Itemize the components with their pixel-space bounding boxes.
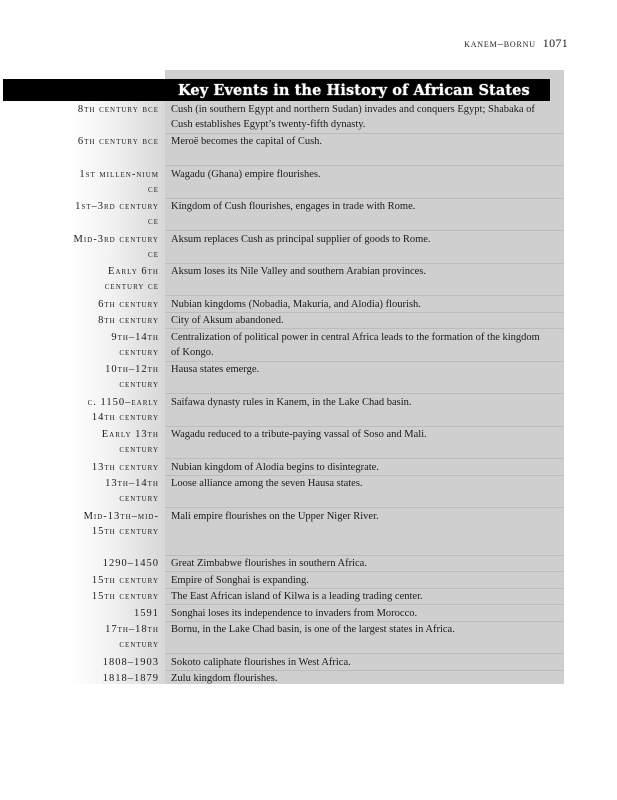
row-date: 1290–1450: [102, 558, 159, 569]
table-row: [70, 572, 564, 589]
row-date: 1818–1879: [102, 673, 159, 684]
table-row: [70, 459, 564, 476]
table-row: [70, 101, 564, 134]
row-event: Meroë becomes the capital of Cush.: [171, 136, 323, 147]
row-event: Great Zimbabwe flourishes in southern Africa.: [171, 558, 367, 569]
row-event: Hausa states emerge.: [171, 364, 260, 375]
row-event: The East African island of Kilwa is a leading trading center.: [171, 591, 423, 602]
row-date: 9th–14th century: [111, 331, 159, 358]
row-event: Kingdom of Cush flourishes, engages in trade with Rome.: [171, 201, 416, 212]
row-date: 13th–14th century: [105, 478, 159, 504]
table-row: [70, 622, 564, 655]
row-event: Empire of Songhai is expanding.: [171, 574, 309, 586]
row-date: 8th century: [98, 315, 159, 326]
row-event: Nubian kingdoms (Nobadia, Makuria, and Alodia) flourish.: [171, 298, 421, 310]
table-row: [70, 427, 564, 460]
row-event: Mali empire flourishes on the Upper Niger River.: [171, 510, 379, 522]
row-event: Centralization of political power in central Africa leads to the formation of the kingdom of Kongo.: [171, 331, 540, 358]
table-row: [70, 231, 564, 264]
row-event: Saifawa dynasty rules in Kanem, in the Lake Chad basin.: [171, 396, 412, 408]
row-date: 8th century bce: [77, 103, 159, 115]
row-event: Cush (in southern Egypt and northern Sudan) invades and conquers Egypt; Shabaka of Cush establishes Egypt’s twenty-fifth dynasty.: [171, 103, 535, 130]
row-date: Early 6th century ce: [104, 266, 159, 292]
row-date: 15th century: [91, 574, 159, 586]
row-date: 6th century bce: [77, 136, 159, 147]
table-row: [70, 199, 564, 232]
row-date: 17th–18th century: [105, 624, 159, 650]
row-date: 1808–1903: [102, 656, 159, 668]
table-row: [70, 166, 564, 199]
table-row: [70, 394, 564, 427]
table-row: [70, 654, 564, 671]
row-date: 1st–3rd century ce: [75, 201, 159, 227]
page-number: 1071: [542, 36, 568, 50]
table-row: [70, 476, 564, 509]
row-event: Songhai loses its independence to invaders from Morocco.: [171, 607, 418, 619]
table-row: [70, 134, 564, 167]
running-head-section: kanem–bornu: [464, 38, 536, 50]
table-row: [70, 605, 564, 622]
row-date: 15th century: [91, 591, 159, 602]
row-date: Early 13th century: [101, 429, 159, 455]
row-event: Nubian kingdom of Alodia begins to disintegrate.: [171, 461, 379, 473]
row-event: Wagadu reduced to a tribute-paying vassal of Soso and Mali.: [171, 429, 427, 440]
table-row: [70, 264, 564, 297]
table-row: [70, 329, 564, 362]
row-event: Wagadu (Ghana) empire flourishes.: [171, 168, 321, 180]
row-date: Mid-3rd century ce: [73, 233, 159, 260]
row-event: Aksum replaces Cush as principal supplier of goods to Rome.: [171, 233, 431, 245]
row-date: c. 1150–early 14th century: [87, 396, 159, 423]
row-date: 10th–12th century: [105, 364, 159, 390]
row-event: Loose alliance among the seven Hausa states.: [171, 478, 363, 489]
table-row: [70, 671, 564, 688]
row-event: Aksum loses its Nile Valley and southern Arabian provinces.: [171, 266, 426, 277]
running-head: [464, 36, 568, 51]
table-row: [70, 589, 564, 606]
table-row: [70, 556, 564, 573]
table-row: [70, 508, 564, 556]
row-event: City of Aksum abandoned.: [171, 315, 284, 326]
table-row: [70, 296, 564, 313]
table-row: [70, 313, 564, 330]
row-date: 6th century: [98, 298, 159, 310]
table-row: [70, 362, 564, 395]
events-table: [70, 101, 564, 687]
row-date: 1591: [134, 607, 159, 619]
row-date: 13th century: [91, 461, 159, 473]
row-date: 1st millen-nium ce: [79, 168, 159, 195]
row-event: Bornu, in the Lake Chad basin, is one of the largest states in Africa.: [171, 624, 455, 635]
row-event: Zulu kingdom flourishes.: [171, 673, 278, 684]
row-date: Mid-13th–mid-15th century: [83, 510, 159, 537]
table-title: Key Events in the History of African States: [178, 82, 530, 99]
row-event: Sokoto caliphate flourishes in West Africa.: [171, 656, 351, 668]
